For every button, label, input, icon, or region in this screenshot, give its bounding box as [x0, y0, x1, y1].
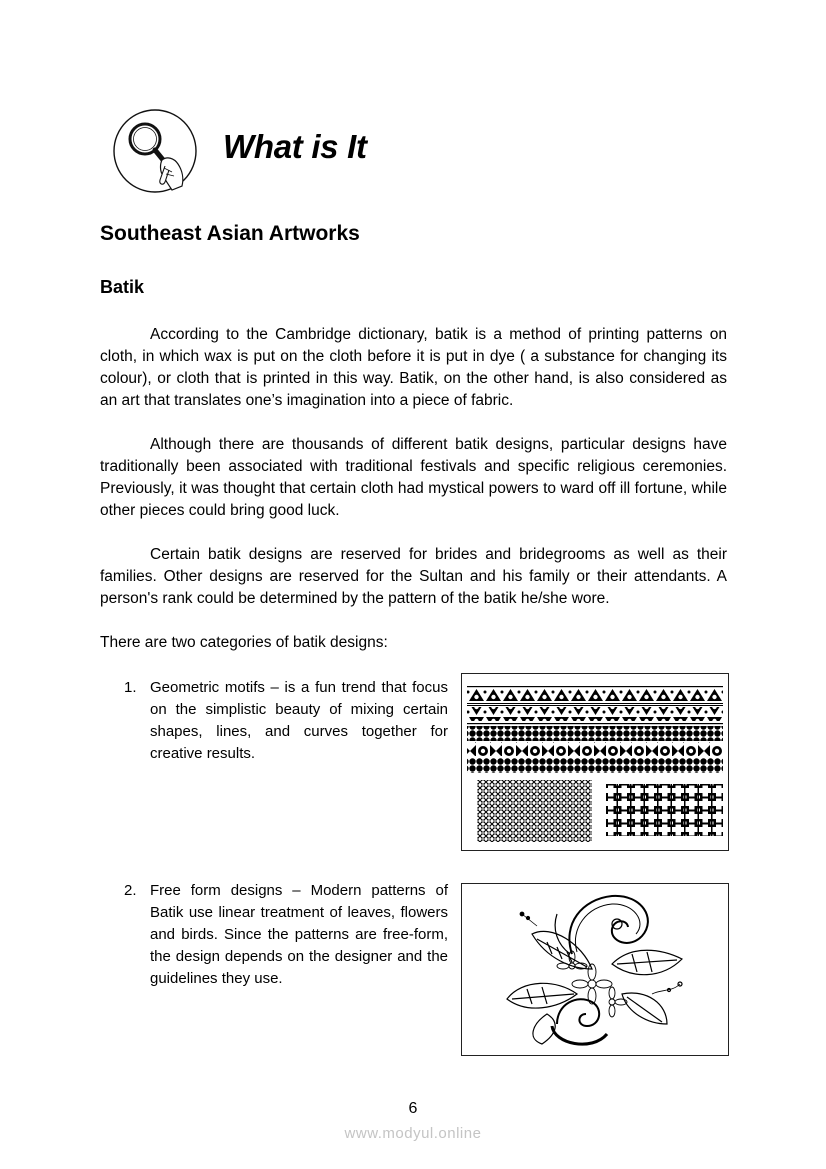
free-form-floral-batik-image	[461, 883, 729, 1056]
list-text: Geometric motifs – is a fun trend that focus on the simplistic beauty of mixing certain shapes, lines, and curves together for creative results.	[150, 679, 448, 762]
paragraph-traditions: Although there are thousands of different batik designs, particular designs have traditionally been associated with traditional festivals and specific religious ceremonies. Previously, it was thought that certain cloth had mystical powers to ward off ill fortune, while other pieces could bring good luck.	[100, 436, 727, 519]
geometric-batik-patterns-image	[461, 673, 729, 851]
paragraph-categories-intro: There are two categories of batik designs:	[100, 634, 388, 651]
page-number: 6	[408, 1100, 418, 1117]
list-number: 2.	[124, 882, 137, 899]
magnifying-glass-hand-icon	[112, 108, 198, 194]
paragraph-rank: Certain batik designs are reserved for brides and bridegrooms as well as their families. Other designs are reserved for the Sultan and his family or their attendants. A person's rank could be determined by the pattern of the batik he/she wore.	[100, 546, 727, 607]
list-number: 1.	[124, 679, 137, 696]
list-item-geometric	[124, 677, 448, 765]
paragraph-definition: According to the Cambridge dictionary, batik is a method of printing patterns on cloth, in which wax is put on the cloth before it is put in dye ( a substance for changing its colour), or cloth that is printed in this way. Batik, on the other hand, is also considered as an art that translates one’s imagination into a piece of fabric.	[100, 326, 727, 409]
list-item-free-form	[124, 880, 448, 990]
watermark: www.modyul.online	[344, 1125, 482, 1142]
page-heading: What is It	[223, 128, 367, 165]
subsection-title: Batik	[100, 277, 145, 297]
section-title: Southeast Asian Artworks	[100, 222, 360, 245]
list-text: Free form designs – Modern patterns of Batik use linear treatment of leaves, flowers and birds. Since the patterns are free-form, the design depends on the designer and the guidelines they use.	[150, 882, 448, 987]
